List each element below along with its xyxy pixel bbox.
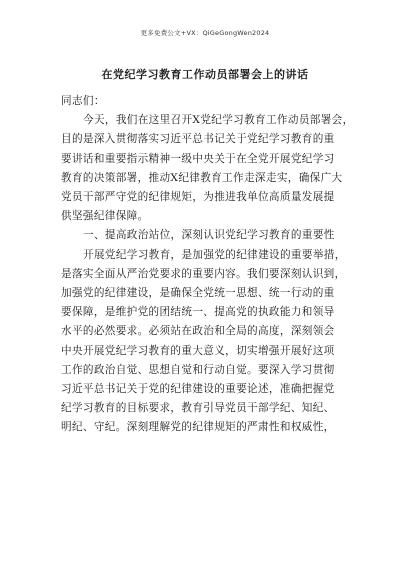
document-title: 在党纪学习教育工作动员部署会上的讲话 [101,68,309,81]
section-heading: 一、提高政治站位，深刻认识党纪学习教育的重要性 [83,229,335,242]
body-line: 是落实全面从严治党要求的重要内容。我们要深刻认识到， [61,267,346,280]
body-line: 要讲话和重要指示精神一级中央关于在全党开展党纪学习 [61,152,335,165]
body-line: 纪学习教育的目标要求，教育引导党员干部学纪、知纪、 [61,402,335,415]
body-line: 加强党的纪律建设，是确保全党统一思想、统一行动的重 [61,287,335,300]
body-line: 目的是深入贯彻落实习近平总书记关于党纪学习教育的重 [61,133,335,146]
body-line: 明纪、守纪。深刻理解党的纪律规矩的严肃性和权威性， [61,421,335,434]
body-line: 供坚强纪律保障。 [61,210,149,223]
body-line: 工作的政治自觉、思想自觉和行动自觉。要深入学习贯彻 [61,363,335,376]
body-line: 要保障，是维护党的团结统一、提高党的执政能力和领导 [61,306,335,319]
body-line: 教育的决策部署，推动X纪律教育工作走深走实，确保广大 [61,171,343,184]
body-line: 水平的必然要求。必须站在政治和全局的高度，深刻领会 [61,325,335,338]
header-note: 更多免费公文+VX：QiGeGongWen2024 [140,29,270,37]
salutation: 同志们： [61,95,105,107]
body-line: 开展党纪学习教育，是加强党的纪律建设的重要举措， [83,248,346,261]
body-line: 习近平总书记关于党的纪律建设的重要论述，准确把握党 [61,383,335,396]
body-line: 党员干部严守党的纪律规矩，为推进我单位高质量发展提 [61,191,335,204]
body-line: 今天，我们在这里召开X党纪学习教育工作动员部署会， [83,114,354,127]
body-line: 中央开展党纪学习教育的重大意义，切实增强开展好这项 [61,344,335,357]
document-body [61,92,354,438]
